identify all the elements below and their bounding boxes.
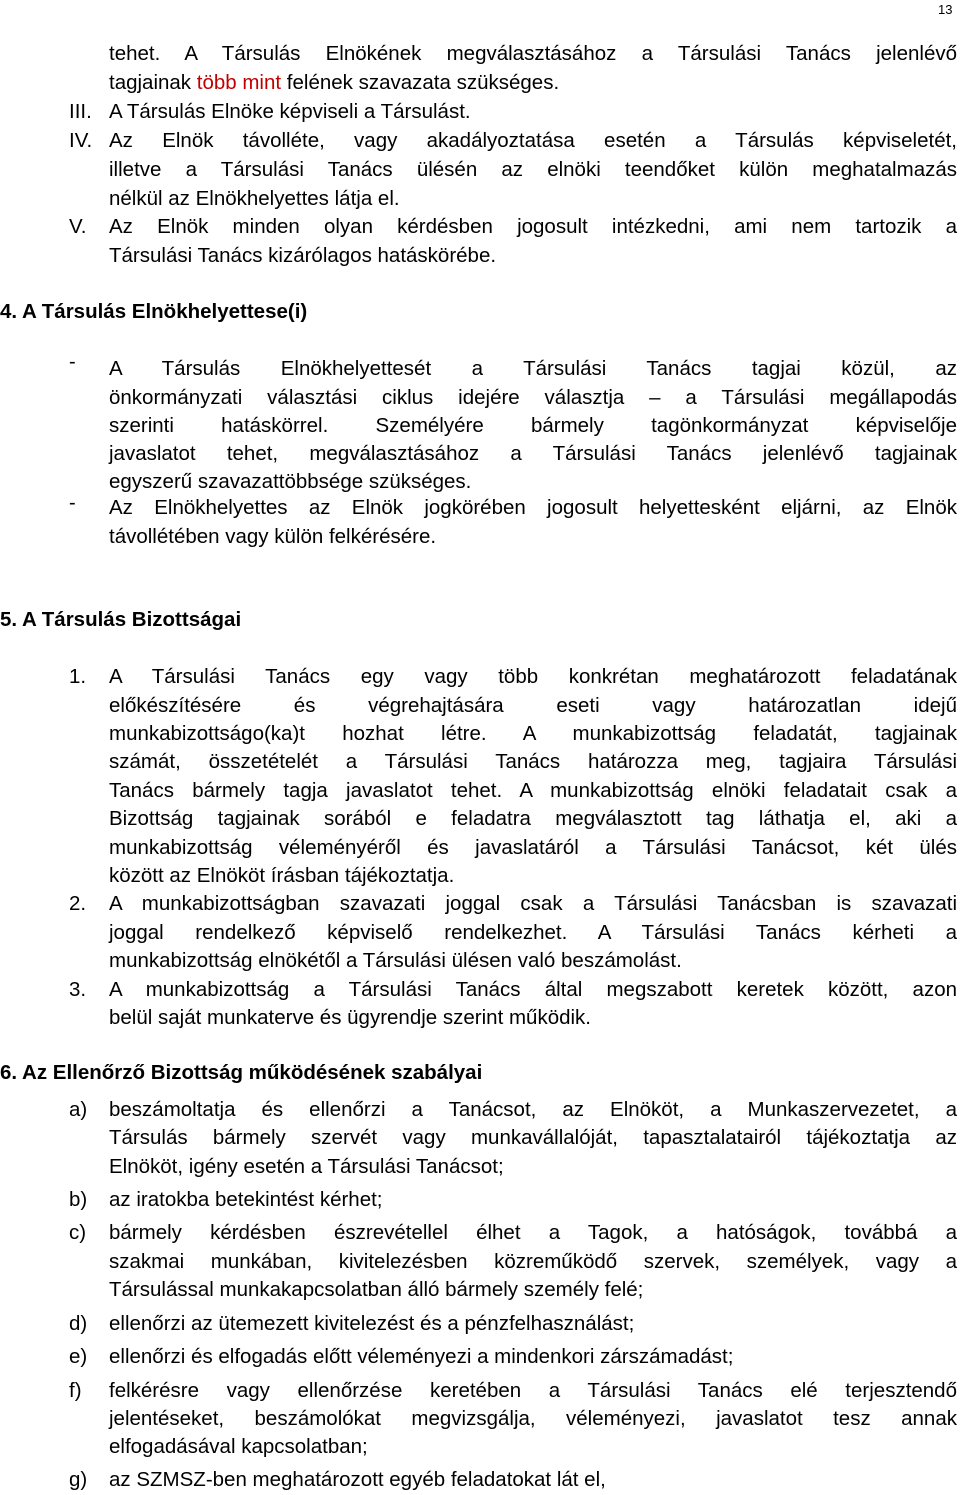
bullet-text: távollétében vagy külön felkérésére. (109, 525, 437, 548)
lettered-item-text: felkérésre vagy ellenőrzése keretében a Társulási Tanács elé terjesztendő (109, 1379, 957, 1402)
lettered-item-text: ellenőrzi az ütemezett kivitelezést és a pénzfelhasználást; (109, 1312, 635, 1335)
numbered-item-text: A munkabizottság a Társulási Tanács által megszabott keretek között, azon (109, 978, 957, 1001)
lettered-item-text: jelentéseket, beszámolókat megvizsgálja, véleményezi, javaslatot tesz annak (109, 1407, 957, 1430)
numbered-item-text: előkészítésére és végrehajtására eseti vagy határozatlan idejű (109, 694, 957, 717)
lettered-item-text: Társulás bármely szervét vagy munkavállalóját, tapasztalatairól tájékoztatja az (109, 1126, 957, 1149)
lettered-item-text: elfogadásával kapcsolatban; (109, 1435, 368, 1458)
roman-item-text: illetve a Társulási Tanács ülésén az elnöki teendőket külön meghatalmazás (109, 158, 957, 181)
roman-item-text: A Társulás Elnöke képviseli a Társulást. (109, 100, 471, 123)
lettered-label: c) (69, 1221, 87, 1244)
bullet-text: Az Elnökhelyettes az Elnök jogkörében jogosult helyettesként eljárni, az Elnök (109, 496, 957, 519)
roman-item-text: nélkül az Elnökhelyettes látja el. (109, 187, 400, 210)
bullet-text: javaslatot tehet, megválasztásához a Társulási Tanács jelenlévő tagjainak (109, 442, 957, 465)
numbered-label: 2. (69, 892, 87, 915)
highlighted-text: több mint (196, 71, 282, 94)
numbered-item-text: joggal rendelkező képviselő rendelkezhet. A Társulási Tanács kérheti a (109, 921, 957, 944)
bullet-text: szerinti hatáskörrel. Személyére bármely tagönkormányzat képviselője (109, 414, 957, 437)
roman-numeral-label: V. (69, 215, 87, 238)
lettered-item-text: szakmai munkában, kivitelezésben közreműködő szervek, személyek, vagy a (109, 1250, 957, 1273)
bullet-text: egyszerű szavazattöbbsége szükséges. (109, 470, 472, 493)
lettered-item-text: Elnököt, igény esetén a Társulási Tanácsot; (109, 1155, 504, 1178)
lettered-label: a) (69, 1098, 88, 1121)
numbered-label: 1. (69, 665, 87, 688)
lettered-item-text: az SZMSZ-ben meghatározott egyéb feladatokat lát el, (109, 1468, 606, 1491)
lettered-item-text: Társulással munkakapcsolatban álló bármely személy felé; (109, 1278, 644, 1301)
roman-item-text: Az Elnök távolléte, vagy akadályoztatása esetén a Társulás képviseletét, (109, 129, 957, 152)
roman-item-text: Társulási Tanács kizárólagos hatáskörébe. (109, 244, 497, 267)
numbered-item-text: között az Elnököt írásban tájékoztatja. (109, 864, 455, 887)
lettered-item-text: beszámoltatja és ellenőrzi a Tanácsot, az Elnököt, a Munkaszervezetet, a (109, 1098, 957, 1121)
roman-numeral-label: III. (69, 100, 92, 123)
section-heading: 6. Az Ellenőrző Bizottság működésének szabályai (0, 1061, 483, 1084)
intro-paragraph-line: tehet. A Társulás Elnökének megválasztásához a Társulási Tanács jelenlévő (109, 42, 957, 65)
bullet-text: önkormányzati választási ciklus idejére választja – a Társulási megállapodás (109, 386, 957, 409)
numbered-item-text: munkabizottság véleményéről és javaslatáról a Társulási Tanácsot, két ülés (109, 836, 957, 859)
lettered-label: f) (69, 1379, 82, 1402)
numbered-item-text: számát, összetételét a Társulási Tanács határozza meg, tagjaira Társulási (109, 750, 957, 773)
lettered-label: e) (69, 1345, 88, 1368)
intro-paragraph-line: tagjainak több mint felének szavazata szükséges. (109, 71, 560, 94)
numbered-item-text: A munkabizottságban szavazati joggal csak a Társulási Tanácsban is szavazati (109, 892, 957, 915)
bullet-dash: - (69, 492, 76, 514)
section-heading: 4. A Társulás Elnökhelyettese(i) (0, 300, 308, 323)
lettered-item-text: ellenőrzi és elfogadás előtt véleményezi a mindenkori zárszámadást; (109, 1345, 734, 1368)
lettered-label: d) (69, 1312, 88, 1335)
numbered-item-text: munkabizottság elnökétől a Társulási ülésen való beszámolást. (109, 949, 682, 972)
numbered-item-text: Tanács bármely tagja javaslatot tehet. A munkabizottság elnöki feladatait csak a (109, 779, 957, 802)
bullet-dash: - (69, 351, 76, 373)
numbered-item-text: munkabizottságo(ka)t hozhat létre. A munkabizottság feladatát, tagjainak (109, 722, 957, 745)
section-heading: 5. A Társulás Bizottságai (0, 608, 242, 631)
lettered-label: g) (69, 1468, 88, 1491)
numbered-item-text: Bizottság tagjainak sorából e feladatra megválasztott tag láthatja el, aki a (109, 807, 957, 830)
roman-numeral-label: IV. (69, 129, 93, 152)
lettered-item-text: az iratokba betekintést kérhet; (109, 1188, 383, 1211)
page-number: 13 (938, 2, 953, 17)
numbered-label: 3. (69, 978, 87, 1001)
lettered-item-text: bármely kérdésben észrevétellel élhet a Tagok, a hatóságok, továbbá a (109, 1221, 957, 1244)
bullet-text: A Társulás Elnökhelyettesét a Társulási Tanács tagjai közül, az (109, 357, 957, 380)
roman-item-text: Az Elnök minden olyan kérdésben jogosult intézkedni, ami nem tartozik a (109, 215, 957, 238)
numbered-item-text: belül saját munkaterve és ügyrendje szerint működik. (109, 1006, 591, 1029)
numbered-item-text: A Társulási Tanács egy vagy több konkrétan meghatározott feladatának (109, 665, 957, 688)
lettered-label: b) (69, 1188, 88, 1211)
